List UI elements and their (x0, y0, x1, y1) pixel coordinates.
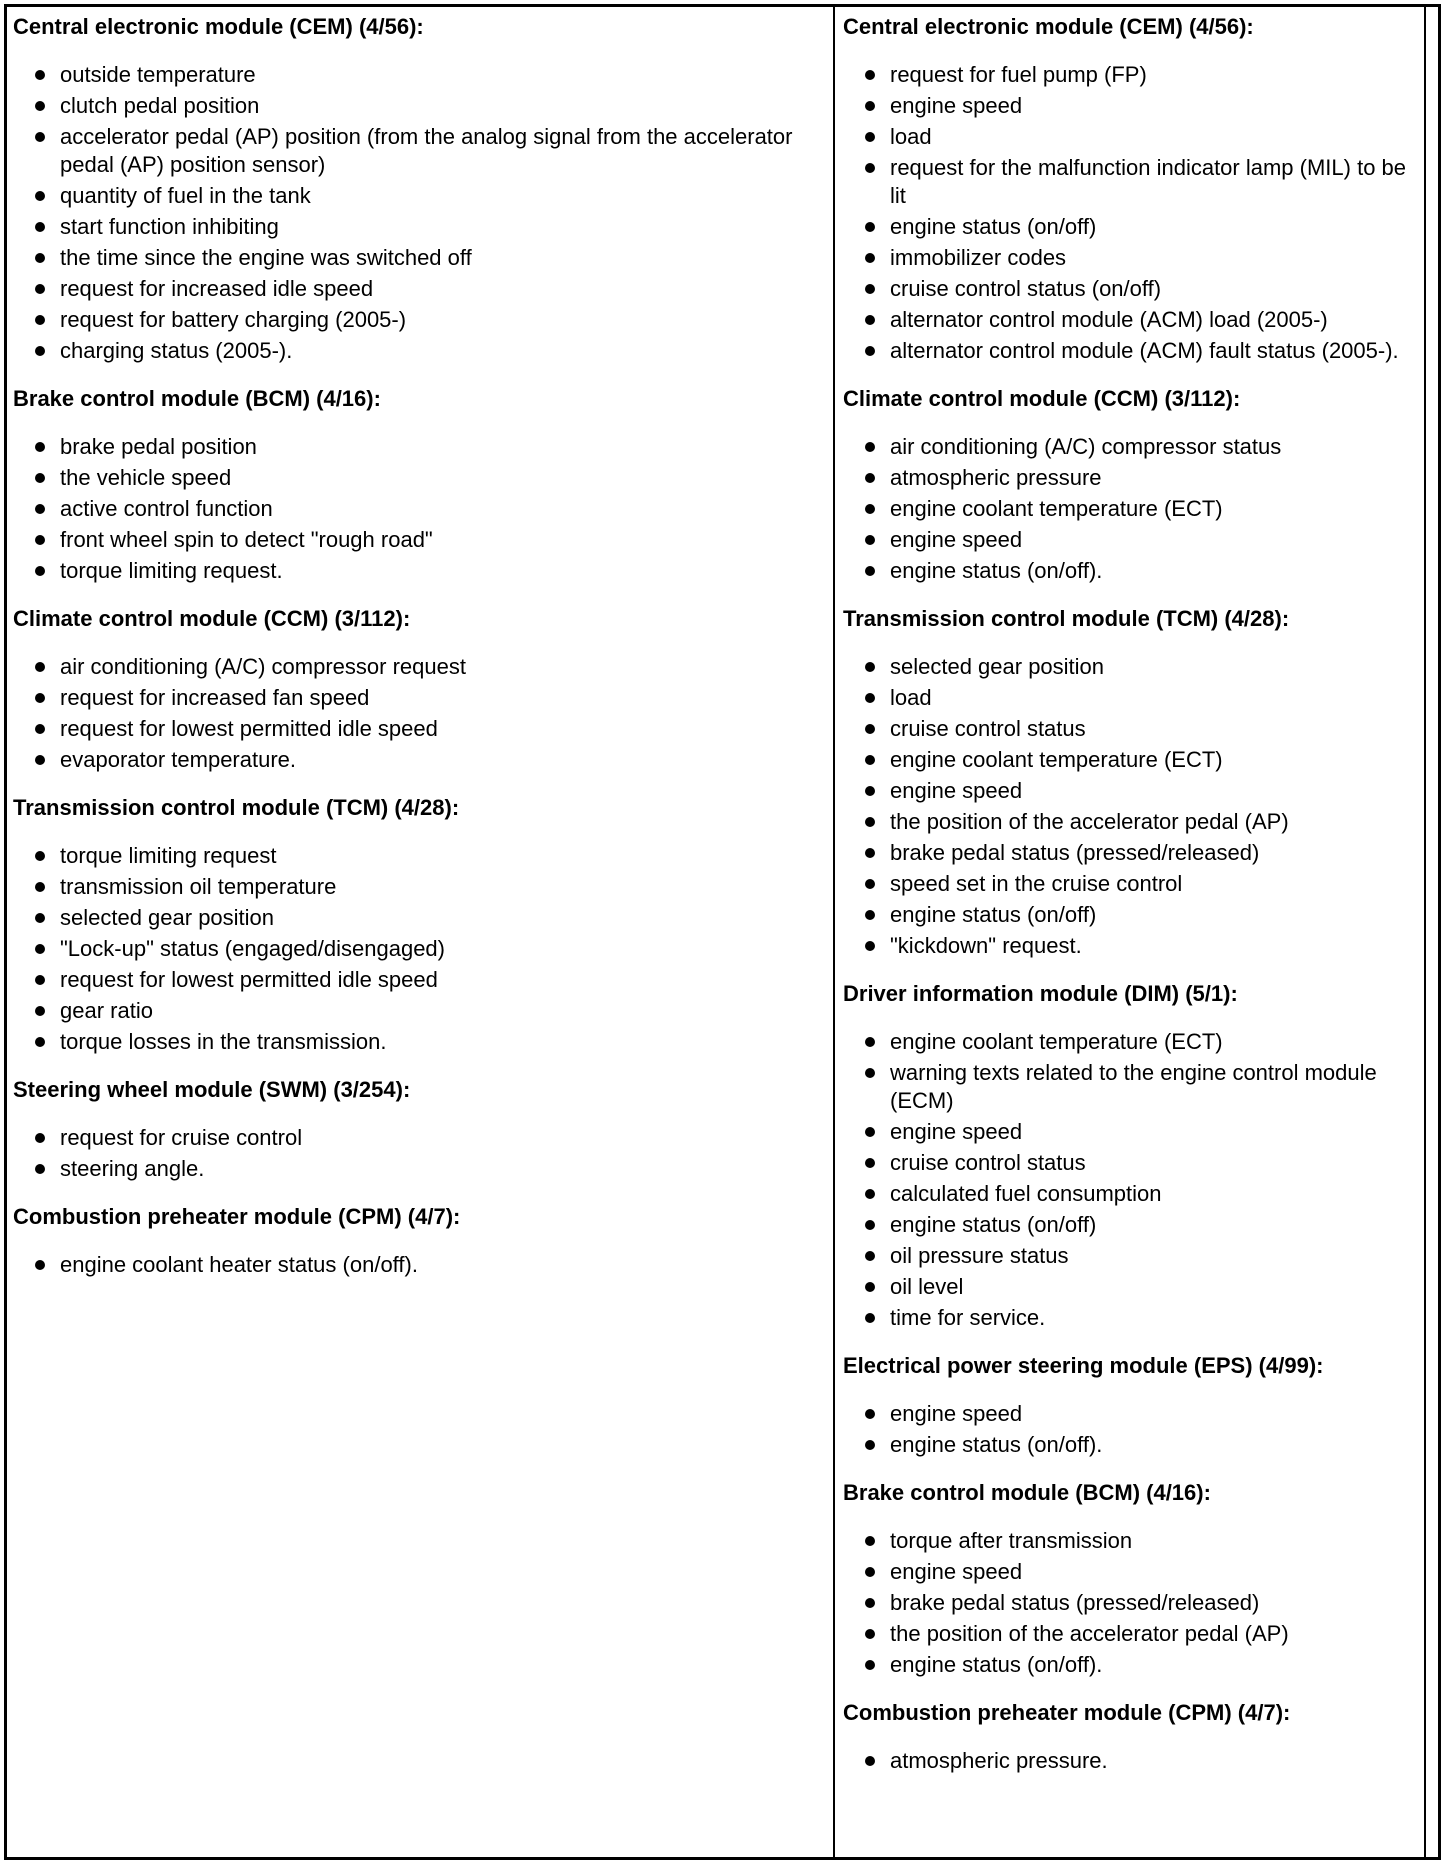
signal-list-item (843, 1149, 1421, 1177)
signal-list-item (843, 464, 1421, 492)
signal-text: engine coolant temperature (ECT) (890, 496, 1223, 521)
signal-text: torque after transmission (890, 1528, 1133, 1553)
section-heading: Climate control module (CCM) (3/112): (13, 606, 411, 631)
signal-list-item (13, 182, 823, 210)
bullet-icon (865, 817, 875, 827)
signal-text: engine status (on/off) (890, 1212, 1097, 1237)
bullet-icon (35, 944, 45, 954)
signal-list-item (13, 746, 823, 774)
bullet-icon (35, 882, 45, 892)
signal-list-item (843, 1118, 1421, 1146)
signal-text: atmospheric pressure (890, 465, 1102, 490)
signal-text: request for the malfunction indicator lamp (MIL) to be lit (890, 155, 1407, 208)
signal-list-item (13, 337, 823, 365)
signal-list (843, 1527, 1421, 1679)
signal-text: accelerator pedal (AP) position (from the analog signal from the accelerator pedal (AP) position sensor) (60, 124, 793, 177)
signal-text: oil level (890, 1274, 964, 1299)
signal-list-item (843, 123, 1421, 151)
signal-text: engine status (on/off) (890, 902, 1097, 927)
signal-list-item (13, 244, 823, 272)
section-climate-control-module (13, 605, 823, 774)
signal-list-item (843, 1304, 1421, 1332)
signal-text: request for lowest permitted idle speed (60, 967, 438, 992)
signal-text: engine speed (890, 778, 1023, 803)
bullet-icon (865, 442, 875, 452)
signal-text: alternator control module (ACM) load (2005-) (890, 307, 1328, 332)
right-column (843, 13, 1421, 1795)
bullet-icon (35, 975, 45, 985)
signal-list-item (843, 870, 1421, 898)
signal-list-item (843, 1620, 1421, 1648)
bullet-icon (865, 848, 875, 858)
signal-text: warning texts related to the engine control module (ECM) (890, 1060, 1377, 1113)
bullet-icon (865, 1037, 875, 1047)
bullet-icon (35, 755, 45, 765)
bullet-icon (865, 786, 875, 796)
signal-text: gear ratio (60, 998, 153, 1023)
signal-list (843, 433, 1421, 585)
section-heading: Transmission control module (TCM) (4/28): (13, 795, 460, 820)
bullet-icon (865, 662, 875, 672)
signal-text: selected gear position (60, 905, 275, 930)
bullet-icon (865, 504, 875, 514)
bullet-icon (35, 693, 45, 703)
signal-list (13, 433, 823, 585)
signal-text: request for fuel pump (FP) (890, 62, 1147, 87)
signal-list-item (13, 842, 823, 870)
signal-text: the vehicle speed (60, 465, 232, 490)
bullet-icon (35, 346, 45, 356)
signal-text: steering angle. (60, 1156, 205, 1181)
bullet-icon (865, 132, 875, 142)
signal-list-item (13, 1028, 823, 1056)
bullet-icon (35, 70, 45, 80)
signal-list-item (13, 904, 823, 932)
signal-text: engine status (on/off) (890, 214, 1097, 239)
signal-list-item (843, 653, 1421, 681)
signal-list-item (13, 526, 823, 554)
bullet-icon (865, 163, 875, 173)
signal-list (843, 1747, 1421, 1775)
signal-text: charging status (2005-). (60, 338, 293, 363)
bullet-icon (865, 566, 875, 576)
signal-text: engine status (on/off). (890, 1652, 1103, 1677)
bullet-icon (35, 101, 45, 111)
bullet-icon (865, 1536, 875, 1546)
signal-list-item (843, 1400, 1421, 1428)
signal-list-item (13, 684, 823, 712)
signal-text: time for service. (890, 1305, 1046, 1330)
signal-text: cruise control status (890, 716, 1086, 741)
bullet-icon (865, 535, 875, 545)
section-steering-wheel-module (13, 1076, 823, 1183)
signal-list-item (843, 306, 1421, 334)
signal-list (13, 1124, 823, 1183)
signal-list-item (843, 684, 1421, 712)
signal-list-item (843, 746, 1421, 774)
bullet-icon (865, 910, 875, 920)
section-heading: Combustion preheater module (CPM) (4/7): (843, 1700, 1291, 1725)
bullet-icon (35, 191, 45, 201)
bullet-icon (865, 1127, 875, 1137)
signal-list-item (843, 1431, 1421, 1459)
bullet-icon (865, 70, 875, 80)
signal-text: outside temperature (60, 62, 256, 87)
signal-text: start function inhibiting (60, 214, 279, 239)
signal-list-item (13, 495, 823, 523)
signal-list-item (843, 275, 1421, 303)
section-heading: Brake control module (BCM) (4/16): (843, 1480, 1211, 1505)
signal-list-item (843, 1028, 1421, 1056)
bullet-icon (865, 755, 875, 765)
signal-list-item (843, 1211, 1421, 1239)
signal-text: the position of the accelerator pedal (AP) (890, 1621, 1289, 1646)
signal-list-item (13, 1251, 823, 1279)
signal-list-item (843, 932, 1421, 960)
section-transmission-control-module (843, 605, 1421, 960)
signal-text: engine coolant heater status (on/off). (60, 1252, 418, 1277)
bullet-icon (35, 851, 45, 861)
signal-text: front wheel spin to detect "rough road" (60, 527, 433, 552)
section-heading: Electrical power steering module (EPS) (4/99): (843, 1353, 1324, 1378)
signal-list-item (843, 777, 1421, 805)
signal-list-item (843, 1180, 1421, 1208)
signal-text: torque limiting request (60, 843, 277, 868)
signal-text: transmission oil temperature (60, 874, 337, 899)
signal-text: atmospheric pressure. (890, 1748, 1108, 1773)
bullet-icon (35, 473, 45, 483)
bullet-icon (35, 1133, 45, 1143)
signal-list-item (843, 1059, 1421, 1115)
bullet-icon (865, 253, 875, 263)
signal-list-item (13, 557, 823, 585)
signal-text: engine status (on/off). (890, 1432, 1103, 1457)
signal-list-item (13, 966, 823, 994)
signal-list-item (13, 92, 823, 120)
section-heading: Driver information module (DIM) (5/1): (843, 981, 1238, 1006)
signal-list-item (843, 839, 1421, 867)
signal-list-item (843, 557, 1421, 585)
left-column (13, 13, 823, 1299)
bullet-icon (865, 1660, 875, 1670)
bullet-icon (35, 566, 45, 576)
signal-text: engine speed (890, 1119, 1023, 1144)
section-heading: Combustion preheater module (CPM) (4/7): (13, 1204, 461, 1229)
bullet-icon (865, 101, 875, 111)
signal-list-item (843, 154, 1421, 210)
signal-text: request for cruise control (60, 1125, 303, 1150)
signal-text: active control function (60, 496, 273, 521)
signal-text: engine speed (890, 93, 1023, 118)
bullet-icon (35, 535, 45, 545)
signal-text: quantity of fuel in the tank (60, 183, 311, 208)
signal-list-item (13, 464, 823, 492)
signal-text: selected gear position (890, 654, 1105, 679)
signal-text: brake pedal status (pressed/released) (890, 840, 1260, 865)
signal-list-item (13, 997, 823, 1025)
signal-text: speed set in the cruise control (890, 871, 1183, 896)
signal-text: request for battery charging (2005-) (60, 307, 407, 332)
bullet-icon (865, 1158, 875, 1168)
signal-list-item (843, 715, 1421, 743)
signal-text: request for increased idle speed (60, 276, 374, 301)
signal-text: cruise control status (on/off) (890, 276, 1162, 301)
signal-list-item (843, 1527, 1421, 1555)
signal-text: evaporator temperature. (60, 747, 297, 772)
signal-text: request for lowest permitted idle speed (60, 716, 438, 741)
bullet-icon (865, 1251, 875, 1261)
section-heading: Climate control module (CCM) (3/112): (843, 386, 1241, 411)
signal-list-item (13, 275, 823, 303)
section-combustion-preheater-module (843, 1699, 1421, 1775)
bullet-icon (35, 222, 45, 232)
signal-list-item (13, 873, 823, 901)
signal-text: air conditioning (A/C) compressor request (60, 654, 466, 679)
signal-text: engine speed (890, 527, 1023, 552)
bullet-icon (35, 662, 45, 672)
signal-list-item (13, 306, 823, 334)
signal-text: load (890, 685, 932, 710)
signal-text: engine speed (890, 1401, 1023, 1426)
signal-list-item (843, 1242, 1421, 1270)
bullet-icon (865, 1629, 875, 1639)
signal-text: cruise control status (890, 1150, 1086, 1175)
bullet-icon (35, 1164, 45, 1174)
bullet-icon (865, 473, 875, 483)
section-central-electronic-module (13, 13, 823, 365)
signal-text: alternator control module (ACM) fault status (2005-). (890, 338, 1399, 363)
signal-list-item (843, 1273, 1421, 1301)
signal-list (13, 61, 823, 365)
section-heading: Central electronic module (CEM) (4/56): (843, 14, 1254, 39)
signal-list-item (843, 61, 1421, 89)
signal-text: torque losses in the transmission. (60, 1029, 387, 1054)
section-heading: Brake control module (BCM) (4/16): (13, 386, 381, 411)
signal-list-item (843, 213, 1421, 241)
bullet-icon (865, 1598, 875, 1608)
signal-list-item (13, 123, 823, 179)
section-electrical-power-steering-module (843, 1352, 1421, 1459)
signal-list (13, 1251, 823, 1279)
signal-list-item (13, 433, 823, 461)
signal-text: engine coolant temperature (ECT) (890, 1029, 1223, 1054)
signal-list-item (13, 213, 823, 241)
signal-list-item (843, 495, 1421, 523)
signal-list-item (13, 715, 823, 743)
signal-list-item (843, 92, 1421, 120)
signal-list (13, 842, 823, 1056)
signal-text: engine coolant temperature (ECT) (890, 747, 1223, 772)
signal-list-item (13, 1124, 823, 1152)
signal-list-item (843, 526, 1421, 554)
signal-list-item (843, 244, 1421, 272)
signal-text: request for increased fan speed (60, 685, 370, 710)
bullet-icon (35, 253, 45, 263)
signal-text: brake pedal position (60, 434, 257, 459)
bullet-icon (35, 1006, 45, 1016)
bullet-icon (35, 724, 45, 734)
signal-text: immobilizer codes (890, 245, 1067, 270)
bullet-icon (35, 284, 45, 294)
section-climate-control-module (843, 385, 1421, 585)
bullet-icon (865, 1220, 875, 1230)
bullet-icon (865, 1756, 875, 1766)
section-transmission-control-module (13, 794, 823, 1056)
signal-list (843, 653, 1421, 960)
section-brake-control-module (843, 1479, 1421, 1679)
bullet-icon (865, 1440, 875, 1450)
bullet-icon (35, 1260, 45, 1270)
signal-list-item (13, 935, 823, 963)
signal-list-item (843, 1747, 1421, 1775)
section-heading: Transmission control module (TCM) (4/28): (843, 606, 1290, 631)
section-heading: Steering wheel module (SWM) (3/254): (13, 1077, 411, 1102)
signal-list (13, 653, 823, 774)
bullet-icon (865, 724, 875, 734)
bullet-icon (35, 315, 45, 325)
signal-list-item (13, 1155, 823, 1183)
signal-text: the position of the accelerator pedal (AP) (890, 809, 1289, 834)
bullet-icon (865, 222, 875, 232)
signal-list-item (843, 1651, 1421, 1679)
signal-text: calculated fuel consumption (890, 1181, 1162, 1206)
bullet-icon (865, 284, 875, 294)
bullet-icon (35, 442, 45, 452)
signal-list-item (843, 808, 1421, 836)
signal-text: oil pressure status (890, 1243, 1069, 1268)
bullet-icon (865, 1068, 875, 1078)
signal-text: air conditioning (A/C) compressor status (890, 434, 1282, 459)
bullet-icon (865, 346, 875, 356)
signal-text: engine status (on/off). (890, 558, 1103, 583)
column-divider (833, 7, 835, 1857)
signal-list-item (843, 433, 1421, 461)
section-brake-control-module (13, 385, 823, 585)
signal-text: brake pedal status (pressed/released) (890, 1590, 1260, 1615)
signal-list (843, 1400, 1421, 1459)
bullet-icon (35, 1037, 45, 1047)
bullet-icon (865, 1189, 875, 1199)
section-central-electronic-module (843, 13, 1421, 365)
signal-list-item (843, 337, 1421, 365)
bullet-icon (865, 315, 875, 325)
signal-list (843, 61, 1421, 365)
signal-text: the time since the engine was switched off (60, 245, 472, 270)
signal-list-item (843, 901, 1421, 929)
bullet-icon (865, 879, 875, 889)
signal-list-item (13, 61, 823, 89)
bullet-icon (35, 913, 45, 923)
signal-text: torque limiting request. (60, 558, 283, 583)
signal-list-item (843, 1589, 1421, 1617)
signal-text: load (890, 124, 932, 149)
section-combustion-preheater-module (13, 1203, 823, 1279)
signal-text: "Lock-up" status (engaged/disengaged) (60, 936, 445, 961)
signal-list-item (843, 1558, 1421, 1586)
bullet-icon (865, 1282, 875, 1292)
section-driver-information-module (843, 980, 1421, 1332)
bullet-icon (865, 1567, 875, 1577)
bullet-icon (865, 1409, 875, 1419)
right-edge-rule (1424, 7, 1426, 1857)
bullet-icon (865, 941, 875, 951)
bullet-icon (865, 1313, 875, 1323)
bullet-icon (865, 693, 875, 703)
signal-text: "kickdown" request. (890, 933, 1082, 958)
section-heading: Central electronic module (CEM) (4/56): (13, 14, 424, 39)
signal-list (843, 1028, 1421, 1332)
signal-list-item (13, 653, 823, 681)
signal-text: clutch pedal position (60, 93, 260, 118)
bullet-icon (35, 504, 45, 514)
bullet-icon (35, 132, 45, 142)
signal-text: engine speed (890, 1559, 1023, 1584)
signal-table (4, 4, 1441, 1860)
